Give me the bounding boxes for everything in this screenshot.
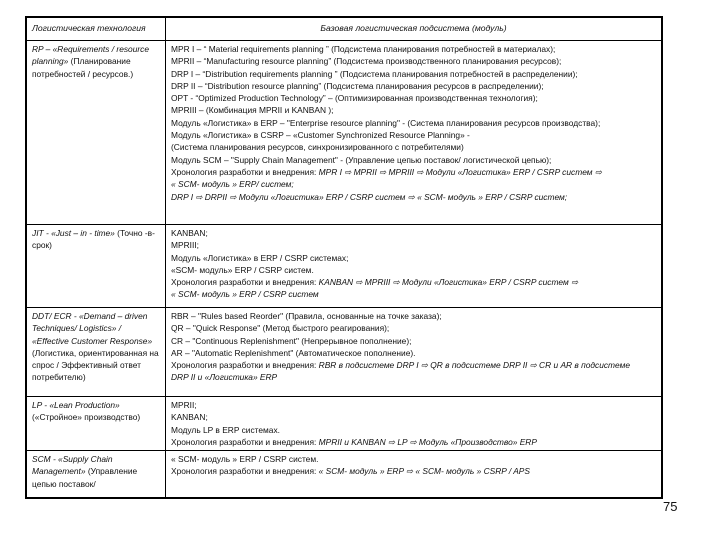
- subsystem-line: MPRIII – (Комбинация MPRII и KANBAN );: [171, 105, 334, 116]
- chronology-sequence: MPR I ⇨ MPRII ⇨ MPRIII ⇨ Модули «Логистика» ERP / CSRP систем ⇨: [318, 166, 602, 177]
- subsystem-line: « SCM- модуль » ERP / CSRP систем.: [171, 454, 319, 465]
- subsystem-line: DRP II – “Distribution resource planning” (Подсистема планирования ресурсов в распределении);: [171, 80, 544, 91]
- chronology-sequence: RBR в подсистеме DRP I ⇨ QR в подсистеме DRP II ⇨ CR и AR в подсистеме: [318, 360, 630, 371]
- subsystem-line: MPRII;: [171, 400, 197, 410]
- chronology-sequence: « SCM- модуль » ERP / CSRP систем: [171, 289, 319, 300]
- technology-name: LP - «Lean Production»: [32, 400, 120, 410]
- chronology-line: [171, 465, 656, 477]
- subsystem-line: MPRIII;: [171, 240, 199, 251]
- page-number: 75: [663, 499, 678, 514]
- technology-cell: [26, 41, 166, 225]
- chronology-line: [171, 359, 656, 371]
- technology-translation: (Планирование потребностей / ресурсов.): [32, 56, 134, 79]
- header-logistics-technology: Логистическая технология: [26, 17, 166, 41]
- subsystem-line: MPRII – “Manufacturing resource planning” (Подсистема производственного планирования ресурсов);: [171, 56, 562, 67]
- chronology-line: [171, 166, 656, 178]
- chronology-label: Хронология разработки и внедрения:: [171, 166, 319, 177]
- subsystem-line: KANBAN;: [171, 228, 208, 238]
- technology-cell: [26, 308, 166, 397]
- technology-name: JIT - «Just – in - time»: [32, 228, 115, 238]
- chronology-line: [171, 276, 656, 288]
- table-row: [26, 397, 662, 451]
- chronology-sequence: « SCM- модуль » ERP/ систем;: [171, 179, 294, 190]
- subsystem-line: OPT - “Optimized Production Technology” – (Оптимизированная производственная технология);: [171, 93, 538, 104]
- subsystem-line: Модуль «Логистика» в ERP / CSRP системах;: [171, 252, 349, 263]
- subsystem-line: MPR I – “ Material requirements planning ” (Подсистема планирования потребностей в материалах);: [171, 44, 556, 54]
- technology-name: DDT/ ECR - «Demand – driven Techniques/ Logistics» / «Effective Customer Response»: [32, 311, 153, 346]
- subsystem-line: CR – "Continuous Replenishment" (Непрерывное пополнение);: [171, 335, 412, 346]
- table-header-row: [26, 17, 662, 41]
- chronology-sequence: DRP II и «Логистика» ERP: [171, 372, 278, 383]
- chronology-label: Хронология разработки и внедрения:: [171, 360, 319, 371]
- chronology-label: Хронология разработки и внедрения:: [171, 466, 319, 477]
- subsystem-cell: [166, 41, 663, 225]
- subsystem-line: Модуль LP в ERP системах.: [171, 424, 280, 435]
- technology-translation: (Управление цепью поставок/: [32, 466, 138, 489]
- subsystem-cell: [166, 451, 663, 499]
- chronology-sequence: MPRII и KANBAN ⇨ LP ⇨ Модуль «Производство» ERP: [318, 436, 537, 447]
- technology-name: SCM - «Supply Chain Management»: [32, 454, 113, 477]
- subsystem-line: QR – "Quick Response" (Метод быстрого реагирования);: [171, 323, 390, 334]
- header-base-subsystem: Базовая логистическая подсистема (модуль): [166, 17, 663, 41]
- table-row: [26, 41, 662, 225]
- subsystem-line: Модуль SCM – "Supply Chain Management" - (Управление цепью поставок/ логистической цепью);: [171, 154, 552, 165]
- table-row: [26, 451, 662, 499]
- subsystem-line: KANBAN;: [171, 412, 208, 423]
- technology-cell: [26, 451, 166, 499]
- technology-translation: (Логистика, ориентированная на спрос / Эффективный ответ потребителю): [32, 347, 159, 383]
- subsystem-cell: [166, 308, 663, 397]
- chronology-line: [171, 436, 656, 448]
- subsystem-line: (Система планирования ресурсов, синхронизированного с потребителями): [171, 142, 464, 153]
- subsystem-line: AR – "Automatic Replenishment" (Автоматическое пополнение).: [171, 347, 416, 358]
- chronology-label: Хронология разработки и внедрения:: [171, 277, 319, 288]
- chronology-sequence: « SCM- модуль » ERP ⇨ « SCM- модуль » CSRP / APS: [318, 466, 530, 477]
- subsystem-line: «SCM- модуль» ERP / CSRP систем.: [171, 264, 314, 275]
- chronology-label: Хронология разработки и внедрения:: [171, 436, 319, 447]
- technology-translation: (Точно -в-срок): [32, 228, 155, 251]
- table-row: [26, 225, 662, 308]
- chronology-sequence: DRP I ⇨ DRPII ⇨ Модули «Логистика» ERP / CSRP систем ⇨ « SCM- модуль » ERP / CSRP систем;: [171, 191, 568, 202]
- subsystem-line: Модуль «Логистика» в CSRP – «Customer Synchronized Resource Planning» -: [171, 130, 470, 141]
- technology-cell: [26, 225, 166, 308]
- subsystem-cell: [166, 225, 663, 308]
- technology-name: RP – «Requirements / resource planning»: [32, 44, 149, 67]
- subsystem-line: DRP I – “Distribution requirements planning ” (Подсистема планирования потребностей в распределении);: [171, 68, 578, 79]
- logistics-table: [25, 16, 663, 499]
- subsystem-line: RBR – "Rules based Reorder" (Правила, основанные на точке заказа);: [171, 311, 442, 321]
- subsystem-line: Модуль «Логистика» в ERP – "Enterprise resource planning" - (Система планирования ресурсов производства);: [171, 117, 601, 128]
- technology-translation: («Стройное» производство): [32, 412, 141, 423]
- subsystem-cell: [166, 397, 663, 451]
- chronology-sequence: KANBAN ⇨ MPRIII ⇨ Модули «Логистика» ERP / CSRP систем ⇨: [318, 277, 579, 288]
- technology-cell: [26, 397, 166, 451]
- table-row: [26, 308, 662, 397]
